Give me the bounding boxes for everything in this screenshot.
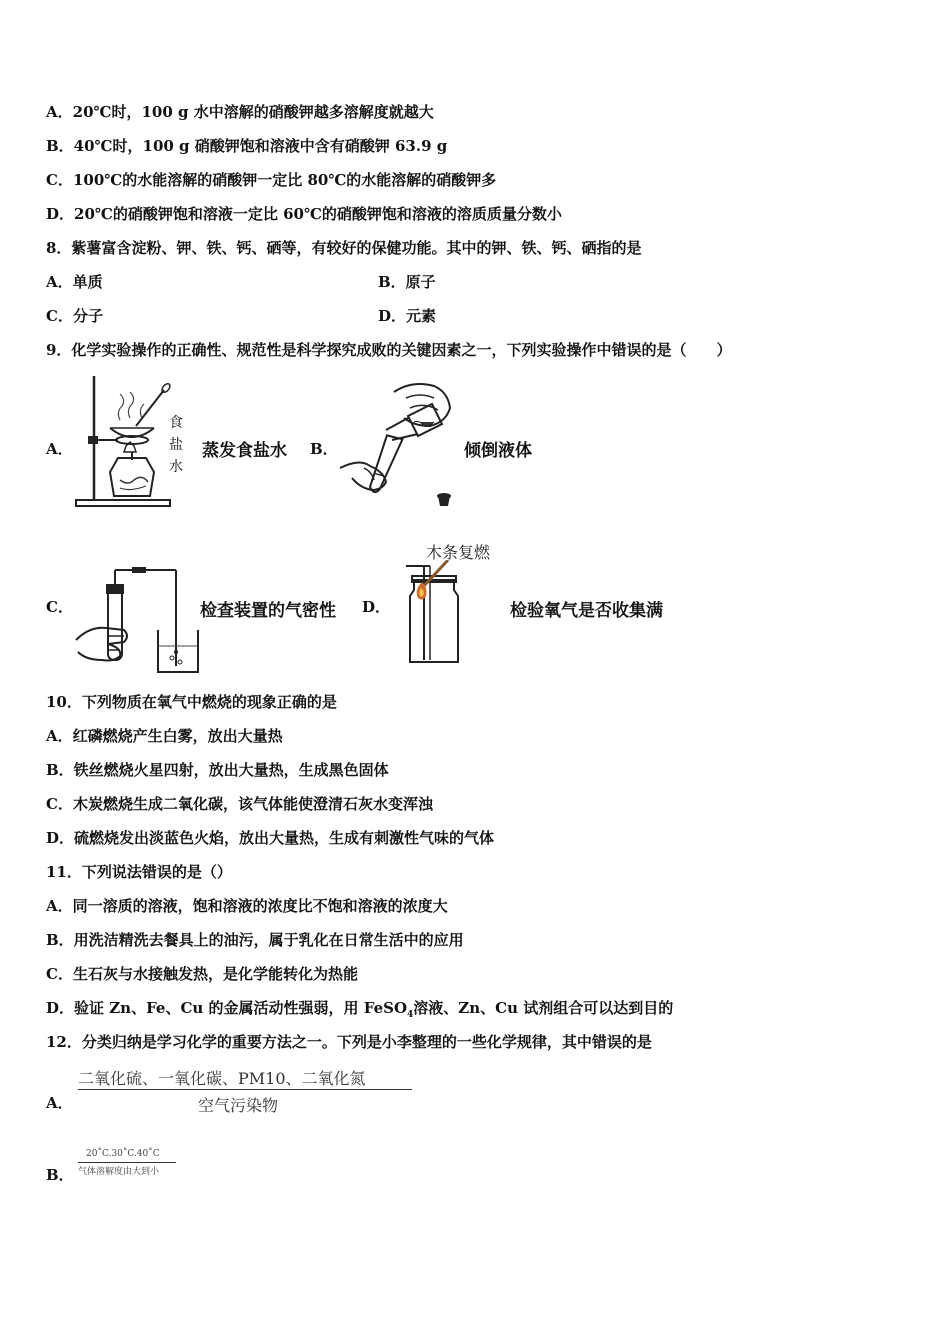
q8-option-c: C．分子 <box>46 307 103 325</box>
q8-stem: 8．紫薯富含淀粉、钾、铁、钙、硒等，有较好的保健功能。其中的钾、铁、钙、硒指的是 <box>46 239 642 257</box>
q9-c-caption: 检查装置的气密性 <box>200 601 336 621</box>
q12-a-items: 二氧化硫、一氧化碳、PM10、二氧化氮 <box>78 1069 366 1088</box>
airtightness-check-figure <box>72 560 202 678</box>
q9-a-label: A． <box>46 440 73 458</box>
salt-water-label: 食 盐 水 <box>169 415 183 475</box>
q9-stem: 9．化学实验操作的正确性、规范性是科学探究成败的关键因素之一，下列实验操作中错误的是（ ） <box>46 341 732 359</box>
q12-b-divider <box>78 1162 176 1163</box>
q11-option-b: B．用洗洁精洗去餐具上的油污，属于乳化在日常生活中的应用 <box>46 931 464 949</box>
q7-option-c: C．100℃的水能溶解的硝酸钾一定比 80℃的水能溶解的硝酸钾多 <box>46 171 497 189</box>
q12-b-temperatures: 20˚C.30˚C.40˚C <box>86 1149 160 1159</box>
q10-option-c: C．木炭燃烧生成二氧化碳，该气体能使澄清石灰水变浑浊 <box>46 795 433 813</box>
q8-option-d: D．元素 <box>378 307 437 325</box>
q12-stem: 12．分类归纳是学习化学的重要方法之一。下列是小李整理的一些化学规律，其中错误的是 <box>46 1033 652 1051</box>
q9-c-label: C． <box>46 598 73 616</box>
q8-option-a: A．单质 <box>46 273 103 291</box>
q11-option-a: A．同一溶质的溶液，饱和溶液的浓度比不饱和溶液的浓度大 <box>46 897 448 915</box>
q10-stem: 10．下列物质在氧气中燃烧的现象正确的是 <box>46 693 337 711</box>
q12-a-label: A． <box>46 1094 73 1112</box>
q9-d-label: D． <box>362 598 391 616</box>
q11-option-d: D．验证 Zn、Fe、Cu 的金属活动性强弱，用 FeSO$_4$溶液、Zn、Cu 试剂组合可以达到目的 <box>46 999 674 1020</box>
q12-b-label: B． <box>46 1166 74 1184</box>
q9-b-label: B． <box>310 440 338 458</box>
q9-b-caption: 倾倒液体 <box>464 441 532 461</box>
q10-option-a: A．红磷燃烧产生白雾，放出大量热 <box>46 727 283 745</box>
pouring-liquid-figure <box>334 378 459 508</box>
q10-option-b: B．铁丝燃烧火星四射，放出大量热，生成黑色固体 <box>46 761 389 779</box>
q10-option-d: D．硫燃烧发出淡蓝色火焰，放出大量热，生成有刺激性气味的气体 <box>46 829 495 847</box>
q11-option-c: C．生石灰与水接触发热，是化学能转化为热能 <box>46 965 358 983</box>
q12-a-category: 空气污染物 <box>198 1096 279 1115</box>
q7-option-a: A．20℃时，100 g 水中溶解的硝酸钾越多溶解度就越大 <box>46 103 434 121</box>
oxygen-collection-check-figure <box>400 560 470 666</box>
q7-option-d: D．20℃的硝酸钾饱和溶液一定比 60℃的硝酸钾饱和溶液的溶质质量分数小 <box>46 205 562 223</box>
q9-d-caption: 检验氧气是否收集满 <box>510 601 663 621</box>
q9-a-caption: 蒸发食盐水 <box>202 441 287 461</box>
q12-b-rule: 气体溶解度由大到小 <box>78 1167 160 1177</box>
q7-option-b: B．40℃时，100 g 硝酸钾饱和溶液中含有硝酸钾 63.9 g <box>46 137 448 155</box>
q12-a-divider <box>78 1089 412 1090</box>
q8-option-b: B．原子 <box>378 273 436 291</box>
splint-reignites-label: 木条复燃 <box>426 543 491 562</box>
q11-stem: 11．下列说法错误的是（） <box>46 863 232 881</box>
